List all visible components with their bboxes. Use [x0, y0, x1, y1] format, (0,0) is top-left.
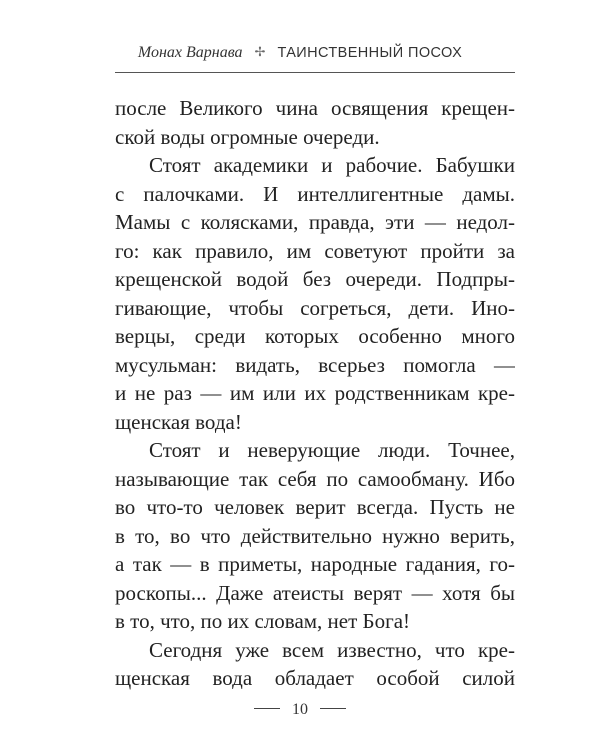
text-line: называющие так себя по самообману. Ибо — [115, 466, 515, 491]
text-line: в то, во что действительно нужно верить, — [115, 523, 515, 548]
header-divider — [115, 72, 515, 73]
text-line: после Великого чина освящения крещен- — [115, 96, 515, 120]
text-line: а так — в приметы, народные гадания, го- — [115, 552, 515, 576]
text-line: роскопы... Даже атеисты верят — хотя бы — [115, 580, 515, 605]
text-line: мусульман: видать, всерьез помогла — — [115, 352, 515, 377]
text-line: щенская вода! — [115, 409, 242, 434]
page-footer — [0, 700, 600, 720]
text-line: Сегодня уже всем известно, что кре- — [149, 637, 515, 662]
text-line: го: как правило, им советуют пройти за — [115, 238, 515, 263]
running-head — [0, 43, 600, 63]
ornament-icon: ✢ — [254, 45, 266, 60]
text-line: щенская вода обладает особой силой — [115, 666, 515, 690]
text-line: верцы, среди которых особенно много — [115, 324, 515, 348]
text-line: с палочками. И интеллигентные дамы. — [115, 181, 515, 206]
page-number: 10 — [292, 701, 308, 718]
folio-dash-left — [254, 708, 280, 709]
text-line: в то, что, по их словам, нет Бога! — [115, 609, 411, 633]
text-line: во что-то человек верит всегда. Пусть не — [115, 495, 515, 519]
text-line: Мамы с колясками, правда, эти — недол- — [115, 210, 515, 234]
folio-dash-right — [320, 708, 346, 709]
text-line: ской воды огромные очереди. — [115, 124, 380, 149]
text-line: гивающие, чтобы согреться, дети. Ино- — [115, 295, 515, 320]
body-text — [115, 94, 515, 693]
author-name: Монах Варнава — [137, 44, 243, 61]
text-line: крещенской водой без очереди. Подпры- — [115, 267, 515, 291]
text-line: Стоят и неверующие люди. Точнее, — [149, 438, 515, 462]
book-title: ТАИНСТВЕННЫЙ ПОСОХ — [277, 45, 463, 61]
text-line: и не раз — им или их родственникам кре- — [115, 381, 515, 405]
text-line: Стоят академики и рабочие. Бабушки — [149, 153, 515, 177]
